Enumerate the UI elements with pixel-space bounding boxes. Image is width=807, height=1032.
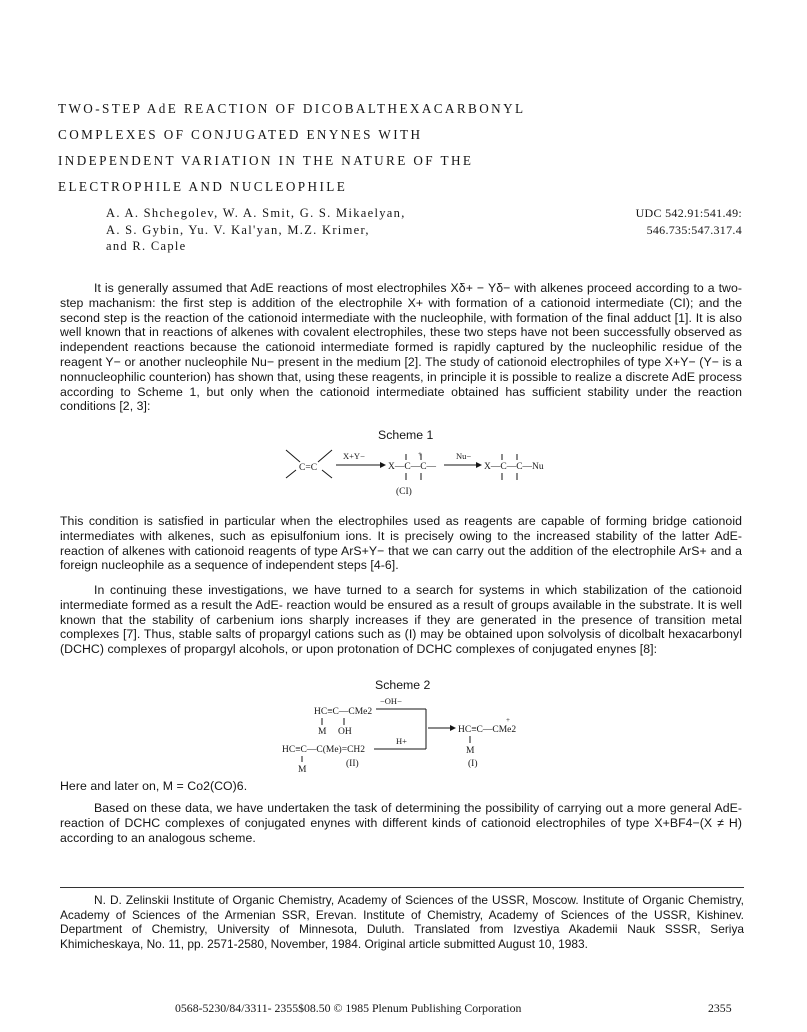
paragraph-condition: This condition is satisfied in particular when the electrophiles used as reagents are capable of forming bridge cationoid intermediates with alkenes, such as episulfonium ions. It is precisely owing to the increased stability of the latter AdE- reaction of alkenes with cationoid reagents of type ArS+Y− that we can carry out the addition of the electrophile ArS+ and a foreign nucleophile as a sequence of independent steps [4-6]. (60, 514, 742, 573)
scheme1-reagent1: X+Y− (343, 451, 365, 461)
svg-text:+: + (506, 716, 510, 724)
scheme2-m1: M (318, 727, 327, 737)
scheme2-bottom-formula: HC≡C—C(Me)=CH2 (282, 745, 366, 755)
scheme2-oh: OH (338, 727, 352, 737)
udc-line: 546.735:547.317.4 (646, 222, 742, 237)
scheme2-label: Scheme 2 (375, 678, 431, 692)
udc-line: UDC 542.91:541.49: (635, 206, 742, 220)
scheme1-product: X—C—C—Nu (484, 462, 544, 472)
scheme2-m2: M (298, 765, 307, 775)
scheme2-product: HC≡C—CMe2 (458, 725, 517, 735)
title-line: TWO-STEP AdE REACTION OF DICOBALTHEXACARBONYL (58, 101, 526, 116)
scheme1-intermediate: X—C—C— (388, 462, 437, 472)
scheme2-bottom-reagent: H+ (396, 736, 407, 746)
title-line: COMPLEXES OF CONJUGATED ENYNES WITH (58, 127, 423, 142)
scheme2-top-reagent: −OH− (380, 696, 402, 706)
udc-code (560, 205, 742, 238)
scheme2-m3: M (466, 746, 475, 756)
scheme1-label: Scheme 1 (378, 428, 434, 442)
footnote-rule (60, 887, 744, 888)
title-line: INDEPENDENT VARIATION IN THE NATURE OF THE (58, 153, 474, 168)
scheme1-reagent2: Nu− (456, 451, 472, 461)
author-line: A. A. Shchegolev, W. A. Smit, G. S. Mikaelyan, (106, 206, 406, 220)
paper-title (58, 96, 718, 200)
scheme2-label-I: (I) (468, 759, 478, 769)
scheme2-diagram (278, 692, 538, 778)
scheme2-top-formula: HC≡C—CMe2 (314, 707, 373, 717)
author-line: A. S. Gybin, Yu. V. Kal'yan, M.Z. Krimer, (106, 222, 370, 237)
scheme1-alkene: C=C (299, 463, 318, 473)
title-line: ELECTROPHILE AND NUCLEOPHILE (58, 179, 348, 194)
svg-text:+: + (418, 450, 422, 458)
paragraph-intro: It is generally assumed that AdE reactions of most electrophiles Xδ+ − Yδ− with alkenes proceed according to a two-step machanism: the first step is addition of the electrophile X+ with formation of a cationoid intermediate (CI); and the second step is the reaction of the cationoid intermediate with the nucleophile, with formation of the final adduct [1]. It is also well known that in reactions of alkenes with covalent electrophiles, these two steps have not been successfully observed as independent reactions because the cationoid intermediate formed is rapidly captured by the nucleophilic residue of the reagent Y− or another nucleophile Nu− present in the medium [2]. The study of cationoid electrophiles of type X+Y− (Y− is a nonnucleophilic counterion) has shown that, using these reagents, in principle it is possible to realize a discrete AdE process according to Scheme 1, but only when the cationoid intermediate obtained has sufficient stability under the reaction conditions [2, 3]: (60, 281, 742, 414)
affiliation-footnote: N. D. Zelinskii Institute of Organic Chemistry, Academy of Sciences of the USSR, Moscow. Institute of Organic Chemistry, Academy of Sciences of the Armenian SSR, Erevan. Institute of Chemistry, Academy of Sciences of the USSR, Kishinev. Department of Chemistry, University of Minnesota, Duluth. Translated from Izvestiya Akademii Nauk SSSR, Seriya Khimicheskaya, No. 11, pp. 2571-2580, November, 1984. Original article submitted August 10, 1983. (60, 893, 744, 951)
scheme2-label-II: (II) (346, 759, 359, 769)
paragraph-continuation: In continuing these investigations, we have turned to a search for systems in which stabilization of the cationoid intermediate formed as a result the AdE- reaction would be ensured as a result of groups available in the substrate. It is well known that the stability of carbenium ions sharply increases if they are generated in the presence of transition metal complexes [7]. Thus, stable salts of propargyl cations such as (I) may be obtained upon solvolysis of dicolbalt hexacarbonyl (DCHC) complexes of propargyl alcohols, or upon protonation of DCHC complexes of conjugated enynes [8]: (60, 583, 742, 657)
scheme1-diagram (280, 444, 580, 500)
author-line: and R. Caple (106, 239, 187, 253)
author-list (106, 205, 586, 255)
paragraph-task: Based on these data, we have undertaken the task of determining the possibility of carrying out a more general AdE- reaction of DCHC complexes of conjugated enynes with different kinds of cationoid electrophiles of type X+BF4−(X ≠ H) according to an analogous scheme. (60, 801, 742, 845)
page-number: 2355 (708, 1001, 732, 1015)
paragraph-notation: Here and later on, M = Co2(CO)6. (60, 779, 248, 793)
copyright-footer: 0568-5230/84/3311- 2355$08.50 © 1985 Plenum Publishing Corporation (175, 1001, 522, 1015)
scheme1-ci-label: (CI) (396, 487, 412, 497)
